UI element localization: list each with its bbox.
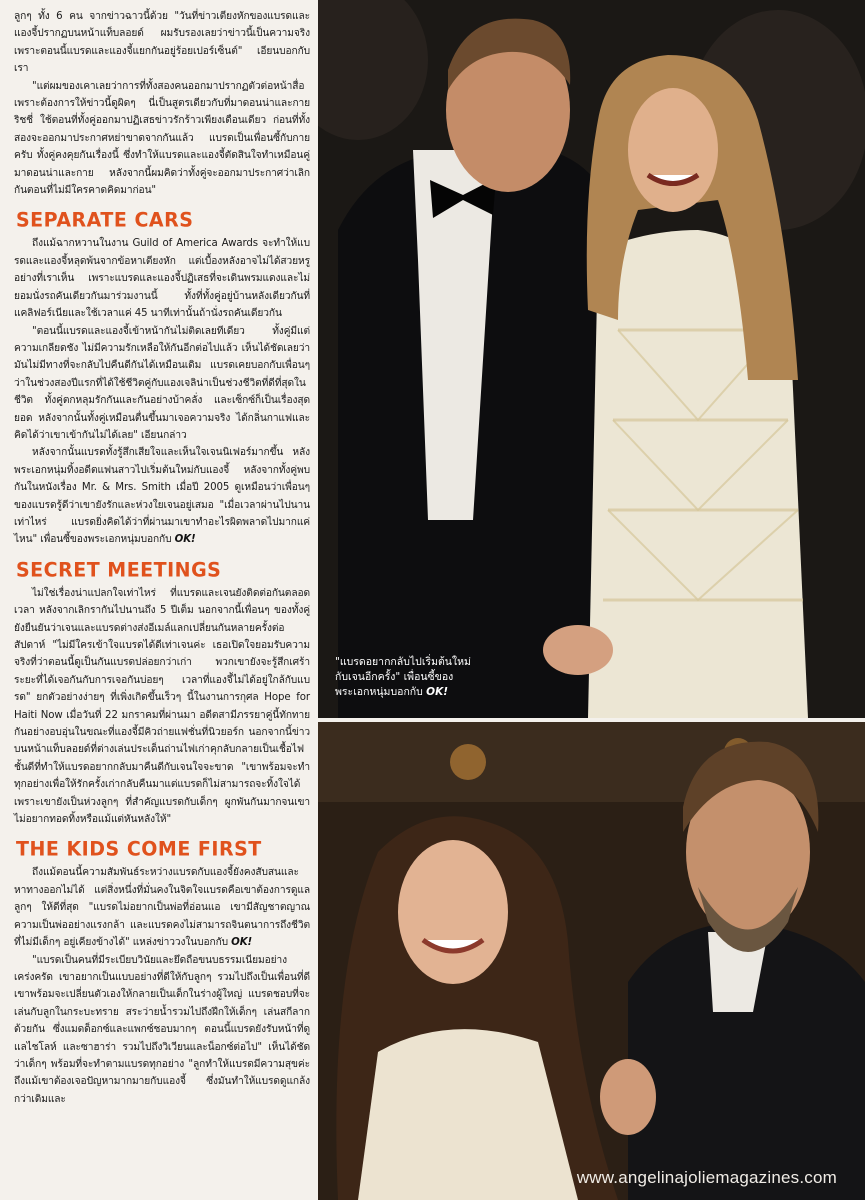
intro-paragraph-2: "แต่ผมของเคาเลยว่าการที่ทั้งสองคนออกมาปรากฏตัวต่อหน้าสื่อ เพราะต้องการให้ข่าวนี้ดูผิดๆ นี่เป็นสูตรเดียวกับที่มาดอนน่าและกาย ริชชี่ ใช้ตอนที่ทั้งคู่ออกมาปฏิเสธข่าวรักร้าวเพียงเดือนเดียว ก่อนที่ทั้งสองจะออกมาประกาศหย่าขาดจากกันแล้ว แบรดเป็นเพื่อนซี้กับกายครับ ทั้งคู่คงคุยกันเรื่องนี้ ซึ่งทำให้แบรดและแองจี้ตัดสินใจทำเหมือนคู่มาดอนน่าและกาย หลังจากนี้ผมคิดว่าทั้งคู่จะออกมาประกาศว่าเลิกกันตอนที่ไม่มีใครคาดคิดมาก่อน" <box>14 80 310 197</box>
photo-couple-illustration <box>318 0 865 718</box>
secret-meetings-paragraph-1: ไม่ใช่เรื่องน่าแปลกใจเท่าไหร่ ที่แบรดและเจนยังติดต่อกันตลอดเวลา หลังจากเลิกรากันไปนานถึง 5 ปีเต็ม นอกจากนี้เพื่อนๆ ของทั้งคู่ยังยืนยันว่าเจนและแบรดต่างส่งอีเมล์แลกเปลี่ยนกันหลายครั้งต่อสัปดาห์ "ไม่มีใครเข้าใจแบรดได้ดีเท่าเจนค่ะ เธอเปิดใจยอมรับความจริงที่ว่าตอนนี้ดูเป็นกันแบรดปล่อยกว่าเก่า พวกเขายังจะรู้สึกเศร้าระยะที่ได้เจอกันกับการเจอกันบ่อยๆ เวลาที่แองจี้ไม่ได้อยู่ใกล้กับแบรด" ยกตัวอย่างง่ายๆ ที่เพิ่งเกิดขึ้นเร็วๆ นี้ในงานการกุศล Hope for Haiti Now เมื่อวันที่ 22 มกราคมที่ผ่านมา อดีตสามีภรรยาคู่นี้ทักทายกันอย่างอบอุ่นในขณะที่แองจี้มีคิวถ่ายแฟชั่นที่นิวยอร์ก นอกจากนี้ข่าวบนหน้าแท็บลอยด์ที่ต่างเล่นประเด็นถ่านไฟเก่าคุกลับกลายเป็นเชื้อไฟชั้นดีที่ทำให้แบรดอยากกลับมาคืนดีกับเจนใจจะขาด "เขาพร้อมจะทำทุกอย่างเพื่อให้รักครั้งเก่ากลับคืนมาแต่แบรดก็ไม่สามารถจะทิ้งใจได้เพราะเขายังเป็นห่วงลูกๆ ที่สำคัญแบรดกับเด็กๆ ผูกพันกันมากจนเขาไม่อยากทอดทิ้งหรือแม้แต่หันหลังให้" <box>14 587 310 826</box>
photo-couple-illustration-2 <box>318 722 865 1200</box>
website-watermark: www.angelinajoliemagazines.com <box>576 1168 837 1187</box>
kids-paragraph-1-text: ถึงแม้ตอนนี้ความสัมพันธ์ระหว่างแบรดกับแองจี้ยังคงสับสนและหาทางออกไม่ได้ แต่สิ่งหนึ่งที่มั่นคงในจิตใจแบรดคือเขาต้องการดูแลลูกๆ ให้ดีที่สุด "แบรดไม่อยากเป็นพ่อที่อ่อนแอ เขามีสัญชาตญาณความเป็นพ่ออย่างแรงกล้า และแบรดคงไม่สามารถจินตนาการถึงชีวิตที่ไม่มีเด็กๆ อยู่เคียงข้างได้" แหล่งข่าววงในบอกกับ <box>14 867 310 949</box>
kids-paragraph-1 <box>14 864 310 951</box>
section-heading-separate-cars: SEPARATE CARS <box>16 208 194 233</box>
ok-logo-mark: OK! <box>426 686 449 698</box>
separate-cars-paragraph-3-text: หลังจากนั้นแบรดทั้งรู้สึกเสียใจและเห็นใจเจนนิเฟอร์มากขึ้น หลังพระเอกหนุ่มทิ้งอดีตแฟนสาวไปเริ่มต้นใหม่กับแองจี้ หลังจากทั้งคู่พบกันในหนังเรื่อง Mr. & Mrs. Smith เมื่อปี 2005 ดูเหมือนว่าเพื่อนๆ ของแบรดรู้ดีว่าเขายังรักและห่วงใยเจนอยู่เสมอ "เมื่อเวลาผ่านไปนานเท่าไหร่ แบรดยิ่งคิดได้ว่าที่ผ่านมาเขาทำอะไรผิดพลาดไปมากแค่ไหน" เพื่อนซี้ของพระเอกหนุ่มบอกกับ <box>14 447 310 546</box>
intro-paragraph-1: ลูกๆ ทั้ง 6 คน จากข่าวฉาวนี้ด้วย "วันที่ข่าวเตียงหักของแบรดและแองจี้ปรากฏบนหน้าแท็บลอยด์ ผมรับรองเลยว่าข่าวนี้เป็นความจริง เพราะตอนนี้แบรดและแองจี้แยกกันอยู่ร้อยเปอร์เซ็นต์" เอียนบอกกับเรา <box>14 11 310 75</box>
article-text-column <box>14 8 310 1108</box>
photo-couple-red-carpet <box>318 0 865 718</box>
photo-caption-text: "แบรดอยากกลับไปเริ่มต้นใหม่กับเจนอีกครั้ง" เพื่อนซี้ของพระเอกหนุ่มบอกกับ <box>335 656 471 698</box>
separate-cars-paragraph-1: ถึงแม้ฉากหวานในงาน Guild of America Awards จะทำให้แบรดและแองจี้หลุดพ้นจากข้อหาเตียงหัก แต่เบื้องหลังอาจไม่ได้สวยหรูอย่างที่เราเห็น เพราะแบรดและแองจี้ปฏิเสธที่จะเดินพรมแดงและไม่ยอมนั่งรถคันเดียวกันมาร่วมงานนี้ ทั้งที่ทั้งคู่อยู่บ้านหลังเดียวกันที่แคลิฟอร์เนียและใช้เวลาแค่ 45 นาทีเท่านั้นถ้านั่งรถคันเดียวกัน <box>14 238 310 320</box>
ok-logo-mark: OK! <box>174 534 196 546</box>
photo-caption <box>335 655 475 700</box>
ok-logo-mark: OK! <box>231 937 253 949</box>
photo-couple-event <box>318 722 865 1200</box>
separate-cars-paragraph-3 <box>14 444 310 548</box>
separate-cars-paragraph-2: "ตอนนี้แบรดและแองจี้เข้าหน้ากันไม่ติดเลยทีเดียว ทั้งคู่มีแต่ความเกลียดชัง ไม่มีความรักเหลือให้กันอีกต่อไปแล้ว เห็นได้ชัดเลยว่ามันไม่มีทางที่จะกลับไปคืนดีกันได้เหมือนเดิม แบรดเคยบอกกับเพื่อนๆ ว่าในช่วงสองปีแรกที่ได้ใช้ชีวิตคู่กับแองเจลิน่าเป็นช่วงชีวิตที่ดีที่สุดในชีวิต ทั้งคู่ตกหลุมรักกันและกันอย่างบ้าคลั่ง และเซ็กซ์ก็เป็นเรื่องสุดยอด หลังจากนั้นทั้งคู่เหมือนตื่นขึ้นมาเจอความจริง ได้กลิ่นกาแฟและคิดได้ว่าเขาเข้ากันไม่ได้เลย" เอียนกล่าว <box>14 325 310 441</box>
kids-paragraph-2: "แบรดเป็นคนที่มีระเบียบวินัยและยึดถือขนบธรรมเนียมอย่างเคร่งครัด เขาอยากเป็นแบบอย่างที่ดีให้กับลูกๆ รวมไปถึงเป็นเพื่อนที่ดี เขาพร้อมจะเปลี่ยนตัวเองให้กลายเป็นเด็กในร่างผู้ใหญ่ แบรดชอบที่จะเล่นกับลูกในกระบะทราย สระว่ายน้ำรวมไปถึงฝึกให้เด็กๆ เล่นสกีลากด้วยกัน ซึ่งแมดด็อกซ์และแพกซ์ชอบมากๆ ตอนนี้แบรดยังรับหน้าที่ดูแลไชโลห์ และซาฮาร่า รวมไปถึงวิเวียนและน็อกซ์ต่อไป" เห็นได้ชัดว่าเด็กๆ พร้อมที่จะทำตามแบรดทุกอย่าง "ลูกทำให้แบรดมีความสุขค่ะ ถึงแม้เขาต้องเจอปัญหามากมายกับแองจี้ ซึ่งมันทำให้แบรดดูแกล้งกว่าเดิมและ <box>14 954 310 1105</box>
section-heading-kids-come-first: THE KIDS COME FIRST <box>16 837 262 862</box>
section-heading-secret-meetings: SECRET MEETINGS <box>16 558 222 582</box>
